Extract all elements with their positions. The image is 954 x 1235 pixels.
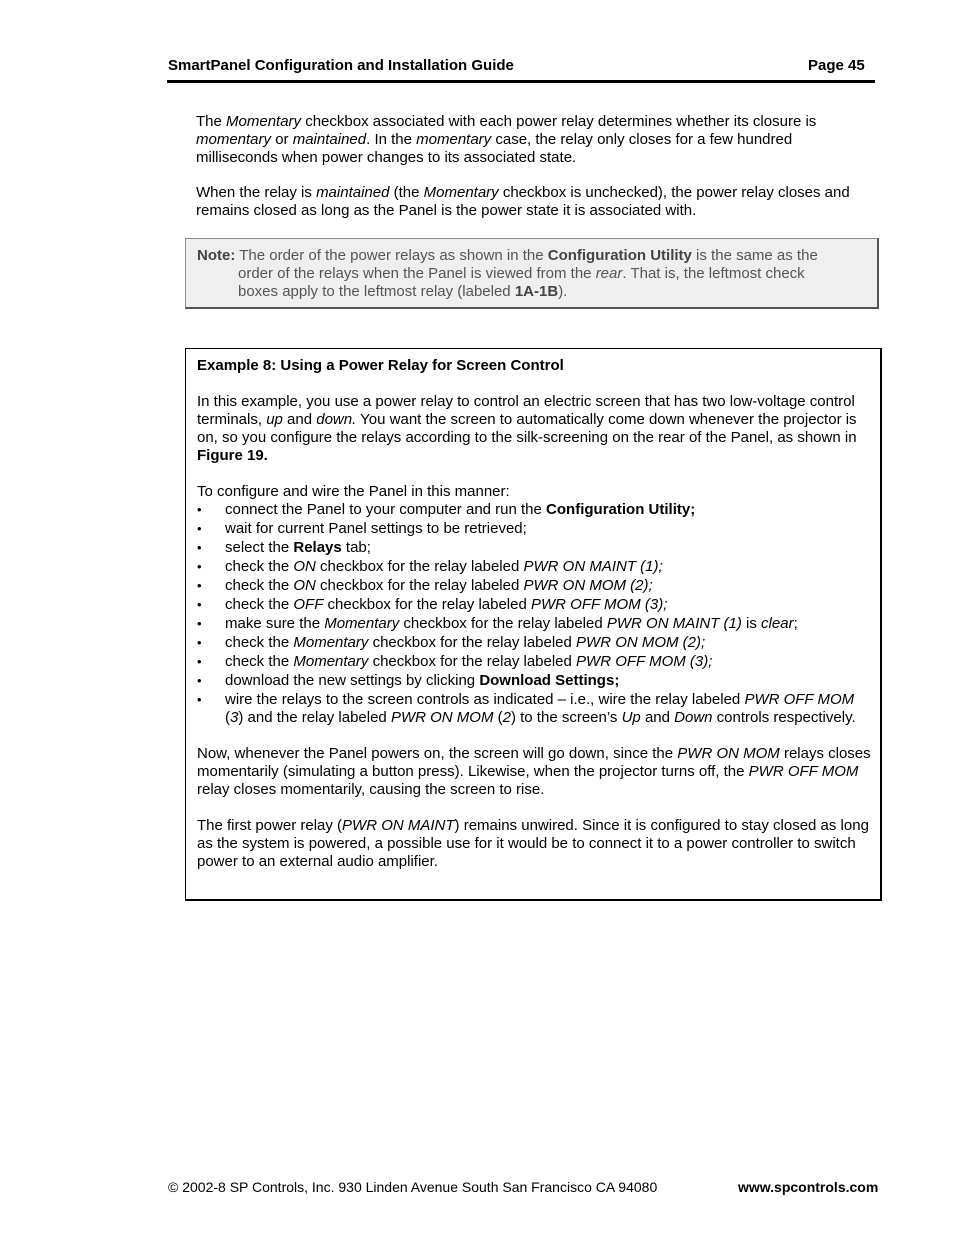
list-intro: To configure and wire the Panel in this manner: [197, 483, 510, 500]
list-item-text: check the OFF checkbox for the relay labeled PWR OFF MOM (3); [225, 596, 668, 613]
list-item [197, 653, 873, 671]
list-item-text: check the ON checkbox for the relay labeled PWR ON MOM (2); [225, 577, 653, 594]
list-item-text: wait for current Panel settings to be retrieved; [225, 520, 527, 537]
bullet-icon: • [197, 692, 202, 707]
list-item [197, 577, 873, 595]
example-title: Example 8: Using a Power Relay for Screen Control [197, 357, 564, 374]
list-item-text: select the Relays tab; [225, 539, 371, 556]
note-line: Note: The order of the power relays as shown in the Configuration Utility is the same as the [197, 247, 818, 264]
list-item-text: make sure the Momentary checkbox for the relay labeled PWR ON MAINT (1) is clear; [225, 615, 798, 632]
configuration-steps-list [197, 501, 873, 727]
list-item [197, 634, 873, 652]
list-item [197, 596, 873, 614]
bullet-icon: • [197, 616, 202, 631]
bullet-icon: • [197, 654, 202, 669]
example-content [197, 357, 873, 889]
list-item-text: download the new settings by clicking Download Settings; [225, 672, 620, 689]
list-item [197, 672, 873, 690]
example-box [185, 348, 882, 901]
list-item [197, 501, 873, 519]
bullet-icon: • [197, 635, 202, 650]
header-divider [167, 80, 875, 83]
page-header-title: SmartPanel Configuration and Installation Guide [168, 57, 514, 74]
example-unwired-paragraph: The first power relay (PWR ON MAINT) remains unwired. Since it is configured to stay closed as long as the system is powered, a possible use for it would be to connect it to a power controller to switch power to an external audio amplifier. [197, 817, 869, 870]
bullet-icon: • [197, 673, 202, 688]
note-box [185, 238, 879, 309]
bullet-icon: • [197, 540, 202, 555]
list-item-text: wire the relays to the screen controls as indicated – i.e., wire the relay labeled PWR OFF MOM (3) and the relay labeled PWR ON MOM (2) to the screen’s Up and Down controls respectively. [225, 691, 856, 726]
bullet-icon: • [197, 502, 202, 517]
footer-copyright: © 2002-8 SP Controls, Inc. 930 Linden Avenue South San Francisco CA 94080 [168, 1179, 658, 1195]
note-line: boxes apply to the leftmost relay (labeled 1A-1B). [238, 283, 568, 300]
list-item [197, 691, 873, 727]
example-intro-paragraph: In this example, you use a power relay to control an electric screen that has two low-voltage control terminals, up and down. You want the screen to automatically come down whenever the projector is on, so you configure the relays according to the silk-screening on the rear of the Panel, as shown in Figure 19. [197, 393, 857, 464]
example-result-paragraph: Now, whenever the Panel powers on, the screen will go down, since the PWR ON MOM relays closes momentarily (simulating a button press). Likewise, when the projector turns off, the PWR OFF MOM relay closes momentarily, causing the screen to rise. [197, 745, 871, 798]
note-text [197, 247, 862, 301]
list-item-text: connect the Panel to your computer and run the Configuration Utility; [225, 501, 696, 518]
list-item [197, 615, 873, 633]
bullet-icon: • [197, 521, 202, 536]
list-item-text: check the Momentary checkbox for the relay labeled PWR ON MOM (2); [225, 634, 706, 651]
page-number: Page 45 [808, 57, 865, 74]
list-item [197, 520, 873, 538]
list-item-text: check the Momentary checkbox for the relay labeled PWR OFF MOM (3); [225, 653, 713, 670]
intro-paragraph-maintained: When the relay is maintained (the Momentary checkbox is unchecked), the power relay closes and remains closed as long as the Panel is the power state it is associated with. [196, 184, 850, 219]
list-item [197, 558, 873, 576]
footer-website-link[interactable]: www.spcontrols.com [738, 1179, 879, 1195]
list-item [197, 539, 873, 557]
bullet-icon: • [197, 578, 202, 593]
intro-paragraph-momentary: The Momentary checkbox associated with each power relay determines whether its closure is momentary or maintained. In the momentary case, the relay only closes for a few hundred milliseconds when power changes to its associated state. [196, 113, 817, 166]
note-line: order of the relays when the Panel is viewed from the rear. That is, the leftmost check [238, 265, 805, 282]
list-item-text: check the ON checkbox for the relay labeled PWR ON MAINT (1); [225, 558, 663, 575]
bullet-icon: • [197, 559, 202, 574]
bullet-icon: • [197, 597, 202, 612]
